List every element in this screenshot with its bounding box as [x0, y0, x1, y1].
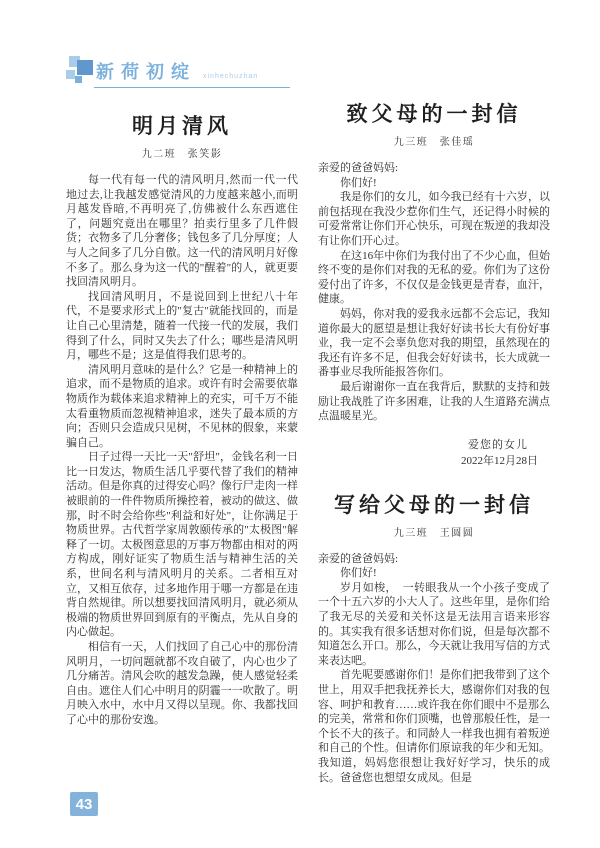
letter2-body — [318, 552, 550, 786]
letter2-greeting: 你们好! — [340, 567, 377, 580]
essay-paragraph: 日子过得一天比一天"舒坦"，金钱名利一日比一日发达，物质生活几乎要代替了我们的精神活动。但是你真的过得安心吗？像行尸走肉一样被眼前的一件件物质所操控着，被动的做这、做那，时不时会给你些"利益和好处"，让你满足于物质世界。古代哲学家周敦颐传承的"太极图"解释了一切。太极图意思的万事万物都由相对的两方构成，刚好证实了物质生活与精神生活的关系，世间名利与清风明月的关系。二者相互对立，又相互依存，过多地作用于哪一方都是在违背自然规律。所以想要找回清风明月，就必须从极端的物质世界回到原有的平衡点，先从自身的内心做起。 — [66, 451, 298, 639]
letter1-greeting: 你们好! — [340, 176, 377, 189]
essay-body — [66, 173, 298, 728]
right-column — [318, 96, 550, 785]
left-column — [66, 96, 298, 785]
letter2-title: 写给父母的一封信 — [334, 492, 534, 517]
letter1-body — [318, 161, 550, 424]
article-essay — [66, 110, 298, 728]
essay-author: 九二班 张笑影 — [141, 149, 223, 160]
letter2-salutation: 亲爱的爸爸妈妈: — [318, 552, 399, 565]
page-body — [0, 96, 600, 785]
brand-pinyin: xinhechuzhan — [203, 73, 259, 80]
article-letter-2 — [318, 489, 550, 786]
essay-paragraph: 找回清风明月，不是说回到上世纪八十年代，不是要求形式上的"复古"就能找回的，而是让自己心里清楚，随着一代接一代的发展，我们得到了什么，同时又失去了什么；哪些是清风明月，哪些不是；这是值得我们思考的。 — [66, 290, 298, 362]
article-divider-space — [318, 469, 550, 489]
letter1-paragraph: 我是你们的女儿，如今我已经有十六岁，以前包括现在我没少惹你们生气，还记得小时候的可爱常常让你们开心快乐，可现在叛逆的我却没有让你们开心过。 — [318, 191, 550, 247]
page-header — [62, 54, 290, 88]
letter1-paragraph: 妈妈，你对我的爱我永远都不会忘记，我知道你最大的愿望是想让我好好读书长大有份好事业，我一定不会辜负您对我的期望，虽然现在的我还有许多不足，但我会好好读书，长大成就一番事业尽我所能报答你们。 — [318, 307, 550, 379]
letter1-salutation: 亲爱的爸爸妈妈: — [318, 162, 399, 174]
letter1-signature: 爱您的女儿 — [468, 438, 528, 451]
letter1-signature-block — [318, 438, 550, 469]
essay-paragraph: 清风明月意味的是什么？它是一种精神上的追求，而不是物质的追求。或许有时会需要依靠物质作为载体来追求精神上的充实，可千万不能太看重物质而忽视精神追求，迷失了最本质的方向；否则只会造成只见树，不见林的假象，来蒙骗自己。 — [66, 363, 298, 449]
page-number-badge: 43 — [70, 792, 98, 816]
letter1-date: 2022年12月28日 — [461, 454, 538, 467]
logo-square — [77, 60, 93, 75]
essay-paragraph: 相信有一天，人们找回了自己心中的那份清风明月，一切问题就都不攻自破了，内心也少了几分痛苦。清风会吹的越发急躁，使人感觉轻柔自由。遮住人们心中明月的阴霾一一吹散了。明月映入水中，水中月又得以呈现。你、我都找回了心中的那份安逸。 — [66, 641, 298, 726]
logo-square — [66, 70, 75, 79]
article-letter-1 — [318, 98, 550, 469]
letter1-title: 致父母的一封信 — [346, 102, 522, 126]
letter1-author: 九三班 张佳瑶 — [393, 137, 475, 148]
brand-title: 新荷初绽 — [96, 62, 196, 82]
letter1-paragraph: 在这16年中你们为我付出了不少心血，但始终不变的是你们对我的无私的爱。你们为了这份爱付出了许多，不仅仅是金钱更是青春，血汗，健康。 — [318, 249, 550, 306]
brand-logo-icon — [62, 54, 94, 86]
letter2-paragraph: 岁月如梭， 一转眼我从一个小孩子变成了一个十五六岁的小大人了。这些年里，是你们给了我无尽的关爱和关怀这是无法用言语来形容的。其实我有很多话想对你们说，但是每次都不知道怎么开口。那么，今天就让我用写信的方式来表达吧。 — [318, 581, 550, 667]
letter2-author: 九三班 王圆圆 — [393, 527, 475, 539]
letter1-paragraph: 最后谢谢你一直在我背后，默默的支持和鼓励让我战胜了许多困难，让我的人生道路充满点点温暖星光。 — [318, 380, 550, 423]
letter2-paragraph: 首先呢要感谢你们！是你们把我带到了这个世上，用双手把我抚养长大，感谢你们对我的包容、呵护和教育……或许我在你们眼中不是那么的完美，常常和你们顶嘴，也曾那般任性，是一个长不大的孩子。和同龄人一样我也拥有着叛逆和自己的个性。但请你们原谅我的年少和无知。我知道，妈妈您很想让我好好学习，快乐的成长。爸爸您也想望女成凤。但是 — [318, 669, 550, 784]
brand-title-block — [94, 54, 290, 88]
essay-paragraph: 每一代有每一代的清风明月,然而一代一代地过去,让我越发感觉清风的力度越来越小,而明月越发昏暗,不再明亮了,仿佛被什么东西遮住了，问题究竟出在哪里？拍卖行里多了几件假货；衣物多了几分奢侈；钱包多了几分厚度；人与人之间多了几分自傲。这一代的清风明月好像不多了。那么身为这一代的"醒着"的人，就更要找回清风明月。 — [66, 174, 298, 289]
logo-square — [75, 76, 82, 83]
essay-title: 明月清风 — [132, 114, 232, 138]
